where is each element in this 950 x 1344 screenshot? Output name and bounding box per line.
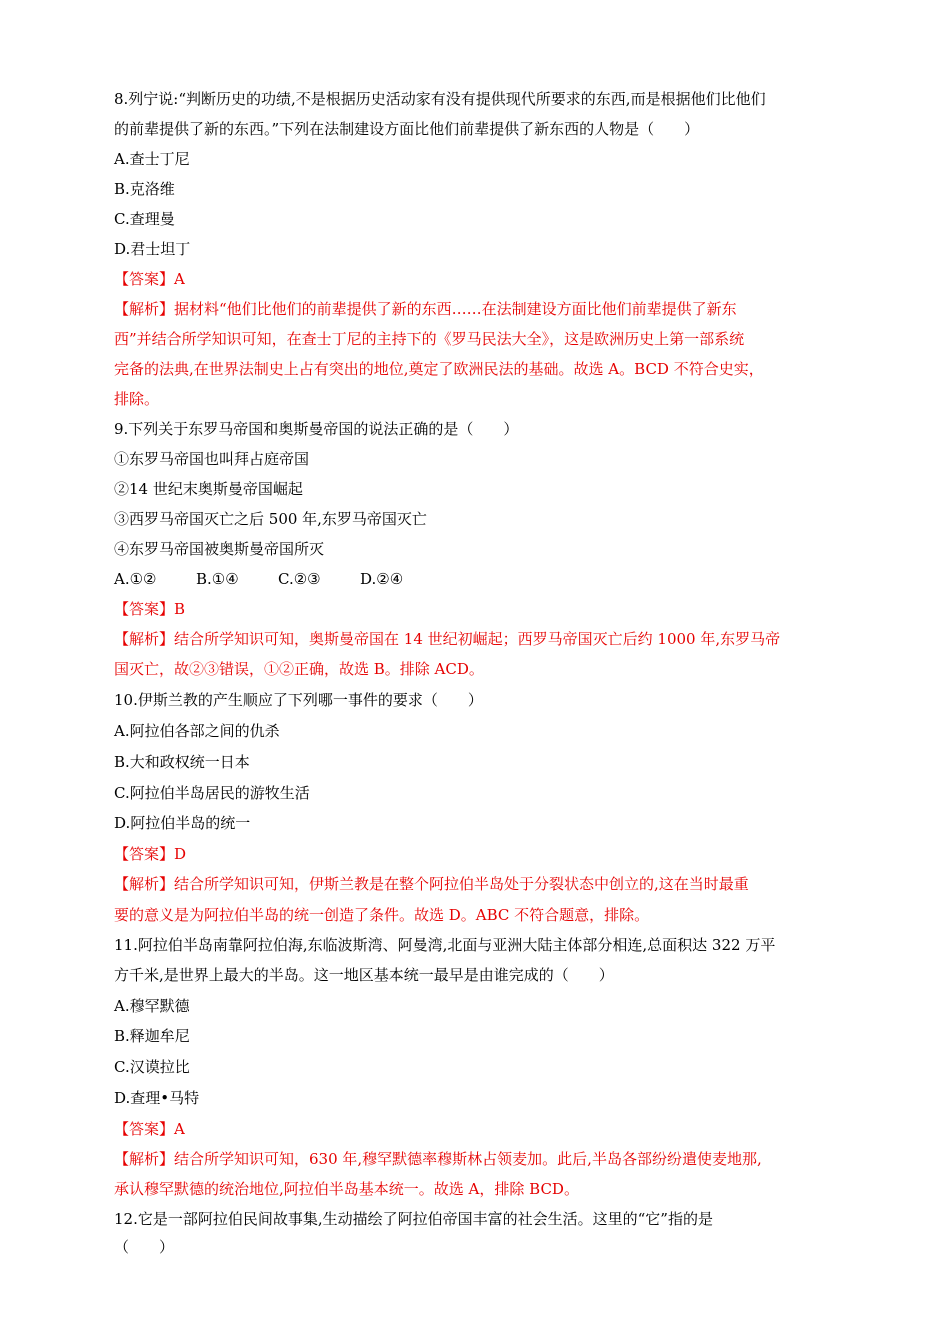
q9-stem: 9.下列关于东罗马帝国和奥斯曼帝国的说法正确的是（ ） <box>114 420 519 438</box>
q10-analysis-line-2: 要的意义是为阿拉伯半岛的统一创造了条件。故选 D。ABC 不符合题意，排除。 <box>114 906 650 924</box>
q11-answer: 【答案】A <box>114 1120 185 1138</box>
q8-stem-line-2: 的前辈提供了新的东西。”下列在法制建设方面比他们前辈提供了新东西的人物是（ ） <box>114 120 700 138</box>
q9-option-d: D.②④ <box>360 570 404 588</box>
q8-option-c: C.查理曼 <box>114 210 175 228</box>
q11-stem-line-2: 方千米,是世界上最大的半岛。这一地区基本统一最早是由谁完成的（ ） <box>114 966 614 984</box>
q8-analysis-line-3: 完备的法典,在世界法制史上占有突出的地位,奠定了欧洲民法的基础。故选 A。BCD 不符合史实， <box>114 360 764 378</box>
q9-answer: 【答案】B <box>114 600 186 618</box>
q9-item-4: ④东罗马帝国被奥斯曼帝国所灭 <box>114 540 325 558</box>
q10-answer: 【答案】D <box>114 845 187 863</box>
q10-stem: 10.伊斯兰教的产生顺应了下列哪一事件的要求（ ） <box>114 691 483 709</box>
q11-stem-line-1: 11.阿拉伯半岛南靠阿拉伯海,东临波斯湾、阿曼湾,北面与亚洲大陆主体部分相连,总面积达 322 万平 <box>114 936 776 954</box>
q10-option-b: B.大和政权统一日本 <box>114 753 250 771</box>
q9-option-a: A.①② <box>114 570 157 588</box>
q11-option-b: B.释迦牟尼 <box>114 1027 190 1045</box>
q9-item-3: ③西罗马帝国灭亡之后 500 年,东罗马帝国灭亡 <box>114 510 427 528</box>
q8-analysis-line-2: 西”并结合所学知识可知，在查士丁尼的主持下的《罗马民法大全》，这是欧洲历史上第一部系统 <box>114 330 745 348</box>
q11-option-d: D.查理•马特 <box>114 1089 200 1107</box>
q9-item-1: ①东罗马帝国也叫拜占庭帝国 <box>114 450 310 468</box>
q9-analysis-line-2: 国灭亡，故②③错误，①②正确，故选 B。排除 ACD。 <box>114 660 484 678</box>
q8-option-b: B.克洛维 <box>114 180 175 198</box>
q12-stem-line-2: （ ） <box>114 1238 175 1256</box>
q9-analysis-line-1: 【解析】结合所学知识可知，奥斯曼帝国在 14 世纪初崛起；西罗马帝国灭亡后约 1000 年,东罗马帝 <box>114 630 781 648</box>
q11-option-c: C.汉谟拉比 <box>114 1058 190 1076</box>
q11-analysis-line-2: 承认穆罕默德的统治地位,阿拉伯半岛基本统一。故选 A，排除 BCD。 <box>114 1180 579 1198</box>
q8-analysis-line-4: 排除。 <box>114 390 160 408</box>
q10-option-d: D.阿拉伯半岛的统一 <box>114 814 251 832</box>
q10-analysis-line-1: 【解析】结合所学知识可知，伊斯兰教是在整个阿拉伯半岛处于分裂状态中创立的,这在当时最重 <box>114 875 749 893</box>
q8-option-a: A.查士丁尼 <box>114 150 190 168</box>
q9-item-2: ②14 世纪末奥斯曼帝国崛起 <box>114 480 303 498</box>
q9-options-row <box>114 568 442 590</box>
q8-answer: 【答案】A <box>114 270 185 288</box>
q10-option-c: C.阿拉伯半岛居民的游牧生活 <box>114 784 310 802</box>
q12-stem-line-1: 12.它是一部阿拉伯民间故事集,生动描绘了阿拉伯帝国丰富的社会生活。这里的“它”指的是 <box>114 1210 713 1228</box>
q8-stem-line-1: 8.列宁说:“判断历史的功绩,不是根据历史活动家有没有提供现代所要求的东西,而是根据他们比他们 <box>114 90 766 108</box>
q11-option-a: A.穆罕默德 <box>114 997 190 1015</box>
q8-option-d: D.君士坦丁 <box>114 240 191 258</box>
q10-option-a: A.阿拉伯各部之间的仇杀 <box>114 722 280 740</box>
q9-option-c: C.②③ <box>278 570 321 588</box>
q9-option-b: B.①④ <box>196 570 239 588</box>
q11-analysis-line-1: 【解析】结合所学知识可知，630 年,穆罕默德率穆斯林占领麦加。此后,半岛各部纷纷遣使麦地那, <box>114 1150 762 1168</box>
q8-analysis-line-1: 【解析】据材料“他们比他们的前辈提供了新的东西……在法制建设方面比他们前辈提供了新东 <box>114 300 737 318</box>
